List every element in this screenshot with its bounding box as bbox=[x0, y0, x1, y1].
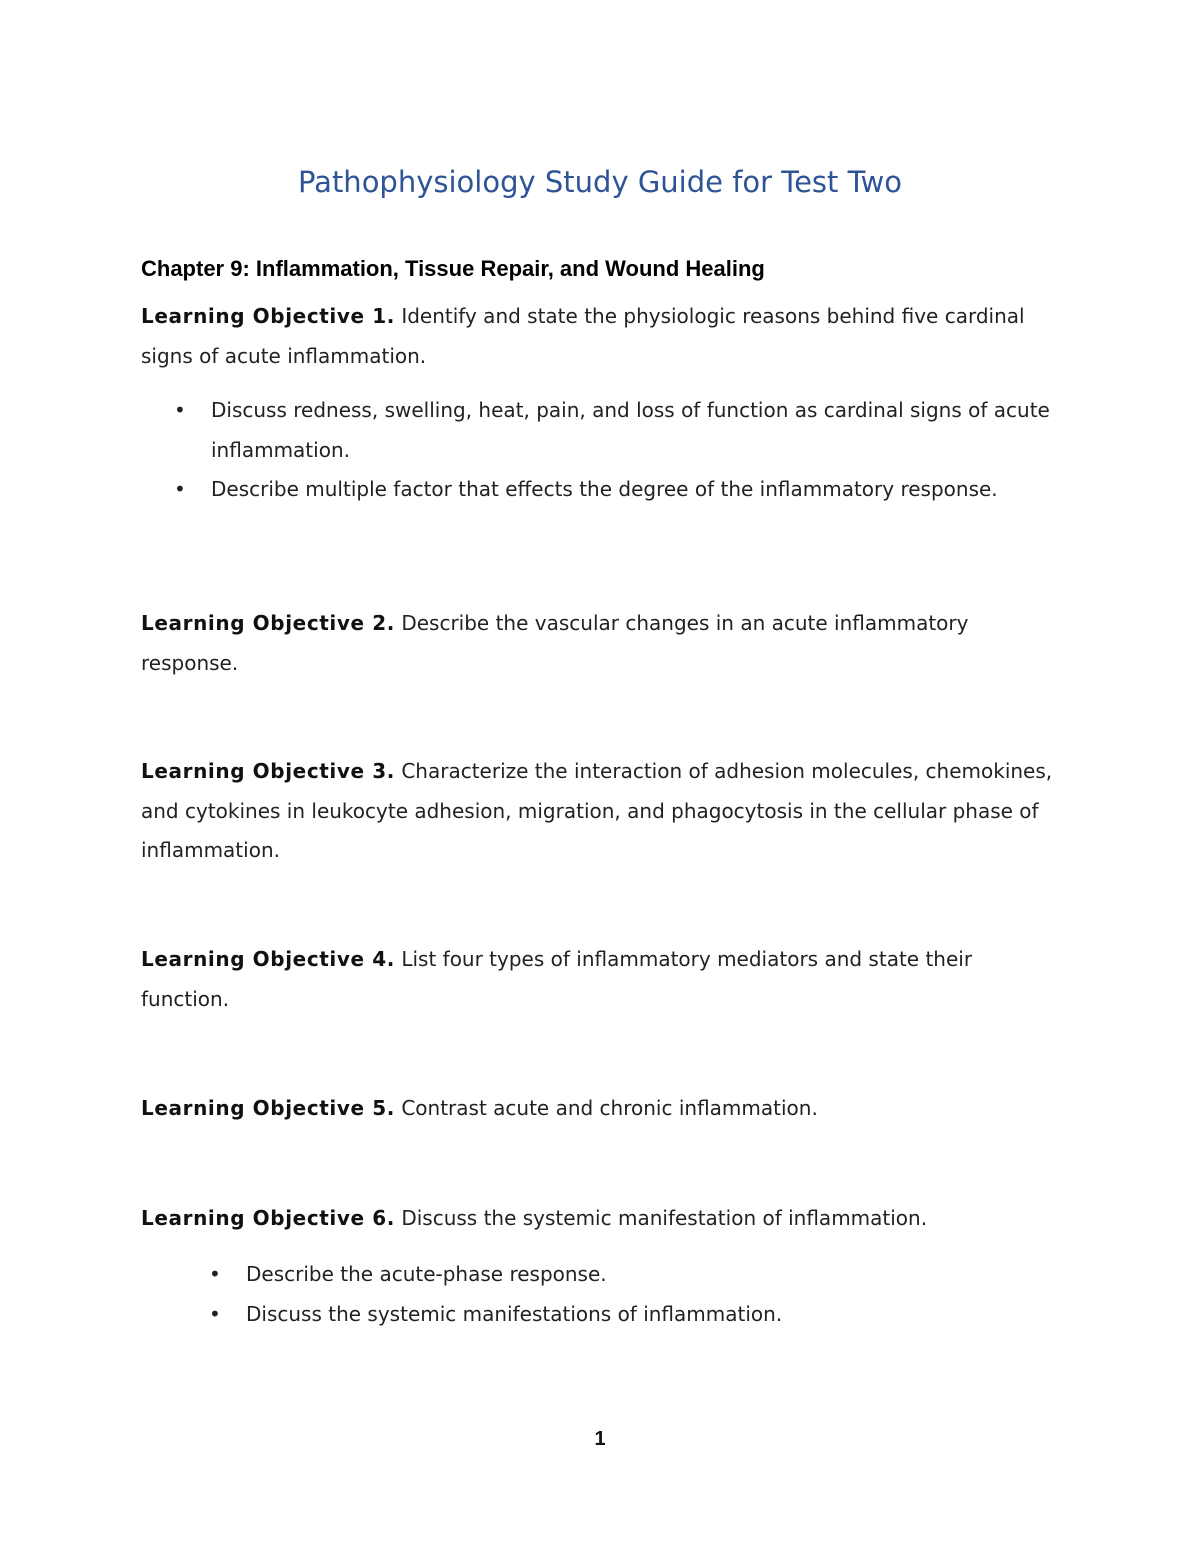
objective-6-bullet-list bbox=[209, 1255, 1066, 1334]
objective-label: Learning Objective 5. bbox=[141, 1096, 395, 1120]
objective-text: Describe the vascular changes in an acute inflammatory response. bbox=[141, 611, 969, 675]
learning-objective-1 bbox=[141, 297, 1061, 376]
bullet-icon: • bbox=[174, 398, 186, 422]
learning-objective-4 bbox=[141, 940, 1061, 1019]
objective-text: Contrast acute and chronic inflammation. bbox=[401, 1096, 818, 1120]
bullet-icon: • bbox=[174, 477, 186, 501]
list-item bbox=[174, 470, 1071, 510]
page-number: 1 bbox=[594, 1428, 606, 1450]
learning-objective-3 bbox=[141, 752, 1061, 871]
chapter-heading: Chapter 9: Inflammation, Tissue Repair, and Wound Healing bbox=[141, 256, 765, 281]
objective-label: Learning Objective 2. bbox=[141, 611, 395, 635]
objective-1-bullet-list bbox=[174, 391, 1071, 510]
learning-objective-6 bbox=[141, 1199, 1061, 1239]
learning-objective-2 bbox=[141, 604, 1061, 683]
bullet-text: Discuss redness, swelling, heat, pain, and loss of function as cardinal signs of acute inflammation. bbox=[211, 398, 1050, 462]
bullet-icon: • bbox=[209, 1301, 221, 1326]
learning-objective-5 bbox=[141, 1089, 1061, 1129]
objective-text: Discuss the systemic manifestation of inflammation. bbox=[401, 1206, 928, 1230]
objective-text: Characterize the interaction of adhesion molecules, chemokines, and cytokines in leukocyte adhesion, migration, and phagocytosis in the cellular phase of inflammation. bbox=[141, 759, 1053, 862]
objective-label: Learning Objective 6. bbox=[141, 1206, 395, 1230]
objective-label: Learning Objective 3. bbox=[141, 759, 395, 783]
page-title: Pathophysiology Study Guide for Test Two bbox=[297, 165, 902, 199]
objective-label: Learning Objective 1. bbox=[141, 304, 395, 328]
objective-label: Learning Objective 4. bbox=[141, 947, 395, 971]
list-item bbox=[174, 391, 1071, 470]
list-item bbox=[209, 1295, 1066, 1335]
objective-text: Identify and state the physiologic reasons behind five cardinal signs of acute inflammation. bbox=[141, 304, 1025, 368]
bullet-icon: • bbox=[209, 1262, 221, 1286]
list-item bbox=[209, 1255, 1066, 1295]
bullet-text: Describe multiple factor that effects the degree of the inflammatory response. bbox=[211, 477, 998, 501]
bullet-text: Describe the acute-phase response. bbox=[246, 1262, 607, 1286]
bullet-text: Discuss the systemic manifestations of inflammation. bbox=[246, 1301, 783, 1326]
objective-text: List four types of inflammatory mediators and state their function. bbox=[141, 947, 973, 1011]
